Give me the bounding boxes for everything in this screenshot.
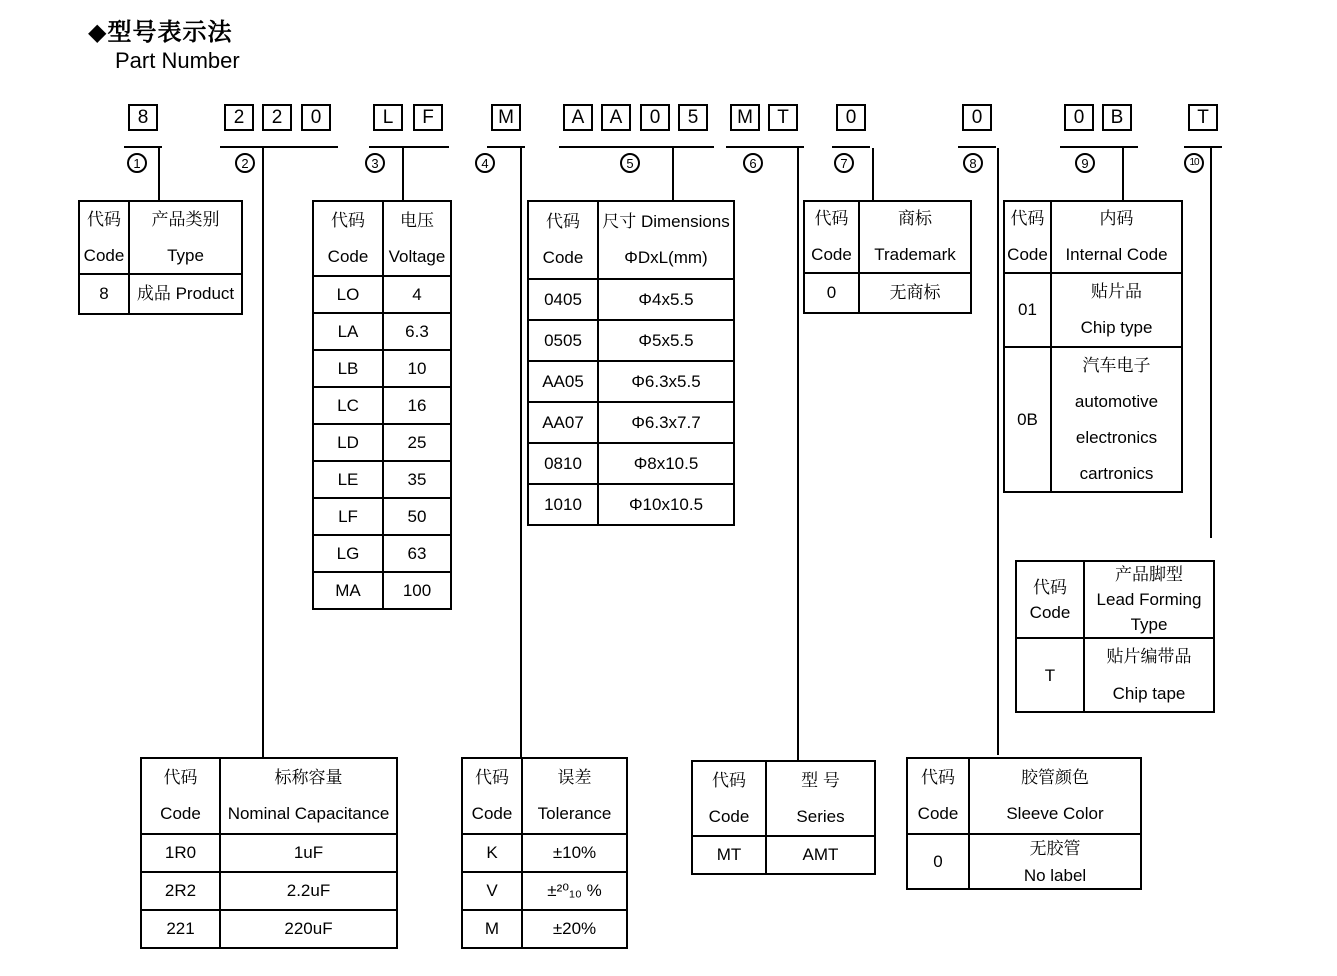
part-number-box: 8 xyxy=(128,104,158,131)
part-number-box: L xyxy=(373,104,403,131)
connector-line-6 xyxy=(797,148,799,760)
connector-line-2 xyxy=(262,148,264,757)
table-row xyxy=(314,497,450,534)
connector-line-8 xyxy=(997,148,999,755)
table-cell: 内码 Internal Code xyxy=(1050,202,1181,272)
table-cell: ±²⁰₁₀ % xyxy=(521,873,626,909)
table-cell: LB xyxy=(337,358,359,378)
part-number-box: T xyxy=(768,104,798,131)
table-cell: V xyxy=(486,881,498,900)
connector-line-4 xyxy=(520,148,522,757)
table-row xyxy=(693,835,874,873)
connector-line-7 xyxy=(872,148,874,200)
group-marker-7: 7 xyxy=(834,153,854,173)
table-cell: LA xyxy=(337,321,359,341)
table-row xyxy=(908,759,1140,833)
table-cell: AMT xyxy=(765,837,874,873)
group-marker-9: 9 xyxy=(1075,153,1095,173)
table-tolerance xyxy=(461,757,628,949)
part-number-box: M xyxy=(491,104,521,131)
group-underline xyxy=(559,146,714,148)
table-row xyxy=(314,571,450,608)
table-sleeve-color xyxy=(906,757,1142,890)
table-row xyxy=(463,759,626,833)
part-number-box: F xyxy=(413,104,443,131)
table-cell: 221 xyxy=(166,919,195,938)
table-row xyxy=(142,871,396,909)
table-cell: 代码 Code xyxy=(917,768,959,823)
table-capacitance xyxy=(140,757,398,949)
group-marker-1: 1 xyxy=(127,153,147,173)
group-underline xyxy=(832,146,870,148)
table-cell: 标称容量 Nominal Capacitance xyxy=(219,759,396,833)
table-cell: 01 xyxy=(1018,300,1037,319)
part-number-box: M xyxy=(730,104,760,131)
page-title: ◆型号表示法 xyxy=(88,19,233,46)
part-number-box: T xyxy=(1188,104,1218,131)
table-row xyxy=(1005,346,1181,491)
table-cell: ±20% xyxy=(521,911,626,947)
connector-line-1 xyxy=(158,148,160,200)
table-row xyxy=(463,871,626,909)
table-cell: 尺寸 Dimensions ΦDxL(mm) xyxy=(597,202,733,278)
table-cell: 0 xyxy=(826,283,837,302)
table-cell: 商标 Trademark xyxy=(858,202,970,272)
table-cell: 代码 Code xyxy=(160,768,201,823)
table-cell: 16 xyxy=(382,388,450,423)
table-row xyxy=(529,442,733,483)
table-trademark xyxy=(803,200,972,314)
table-cell: LC xyxy=(337,395,359,415)
table-product-type xyxy=(78,200,243,315)
table-cell: 63 xyxy=(382,536,450,571)
table-cell: 代码 Code xyxy=(471,768,513,823)
table-cell: Φ6.3x5.5 xyxy=(597,362,733,401)
table-row xyxy=(529,278,733,319)
table-row xyxy=(314,460,450,497)
table-cell: 8 xyxy=(99,284,109,303)
group-marker-5: 5 xyxy=(620,153,640,173)
table-row xyxy=(529,319,733,360)
page-subtitle: Part Number xyxy=(115,48,240,73)
part-number-box: A xyxy=(601,104,631,131)
table-cell: 代码 Code xyxy=(327,210,369,266)
table-cell: AA05 xyxy=(542,371,584,391)
table-cell: 误差 Tolerance xyxy=(521,759,626,833)
table-row xyxy=(314,534,450,571)
table-cell: 产品脚型 Lead Forming Type xyxy=(1083,562,1213,637)
group-underline xyxy=(369,146,449,148)
part-number-box: 0 xyxy=(836,104,866,131)
table-cell: ±10% xyxy=(521,835,626,871)
table-cell: 0505 xyxy=(544,330,582,350)
table-cell: 6.3 xyxy=(382,314,450,349)
table-row xyxy=(314,275,450,312)
table-cell: 贴片品 Chip type xyxy=(1050,274,1181,346)
table-cell: LO xyxy=(336,284,360,304)
table-cell: MA xyxy=(335,580,361,600)
table-cell: 1R0 xyxy=(164,843,197,862)
table-cell: MT xyxy=(716,845,742,864)
table-lead-forming xyxy=(1015,560,1215,713)
table-cell: 0405 xyxy=(544,289,582,309)
table-row xyxy=(80,273,241,313)
table-row xyxy=(1017,637,1213,711)
connector-line-5 xyxy=(672,148,674,200)
part-number-box: 2 xyxy=(224,104,254,131)
part-number-box: 0 xyxy=(962,104,992,131)
table-row xyxy=(805,272,970,312)
table-row xyxy=(1017,562,1213,637)
table-cell: Φ5x5.5 xyxy=(597,321,733,360)
table-cell: 100 xyxy=(382,573,450,608)
connector-line-9 xyxy=(1122,148,1124,200)
table-cell: LE xyxy=(337,469,359,489)
table-row xyxy=(142,909,396,947)
table-cell: 代码 Code xyxy=(1007,209,1048,264)
table-cell: Φ4x5.5 xyxy=(597,280,733,319)
group-marker-10: 10 xyxy=(1184,153,1204,173)
table-cell: 代码 Code xyxy=(811,209,852,264)
table-row xyxy=(142,759,396,833)
table-row xyxy=(314,349,450,386)
table-cell: 0B xyxy=(1017,409,1038,429)
table-row xyxy=(142,833,396,871)
table-cell: 代码 Code xyxy=(542,212,584,267)
table-row xyxy=(529,202,733,278)
table-cell: LF xyxy=(338,506,358,526)
table-cell: 10 xyxy=(382,351,450,386)
table-cell: 1uF xyxy=(219,835,396,871)
table-row xyxy=(1005,202,1181,272)
table-row xyxy=(908,833,1140,888)
table-cell: M xyxy=(484,919,500,938)
table-row xyxy=(1005,272,1181,346)
table-cell: 50 xyxy=(382,499,450,534)
table-cell: Φ6.3x7.7 xyxy=(597,403,733,442)
table-row xyxy=(314,312,450,349)
table-cell: 代码 Code xyxy=(1029,577,1071,622)
table-cell: 220uF xyxy=(219,911,396,947)
group-marker-3: 3 xyxy=(365,153,385,173)
connector-line-3 xyxy=(402,148,404,200)
group-underline xyxy=(124,146,162,148)
table-row xyxy=(314,202,450,275)
part-number-box: 0 xyxy=(301,104,331,131)
table-cell: 电压 Voltage xyxy=(382,202,450,275)
table-row xyxy=(314,386,450,423)
table-cell: 成品 Product xyxy=(128,275,241,313)
table-cell: 产品类别 Type xyxy=(128,202,241,273)
part-number-box: 2 xyxy=(262,104,292,131)
table-row xyxy=(693,762,874,835)
table-cell: K xyxy=(486,843,498,862)
group-underline xyxy=(958,146,996,148)
group-marker-4: 4 xyxy=(475,153,495,173)
group-underline xyxy=(726,146,804,148)
part-number-box: B xyxy=(1102,104,1132,131)
group-underline xyxy=(220,146,338,148)
table-row xyxy=(463,833,626,871)
table-row xyxy=(529,401,733,442)
group-underline xyxy=(1060,146,1138,148)
table-cell: 代码 Code xyxy=(83,209,125,265)
table-row xyxy=(80,202,241,273)
table-row xyxy=(314,423,450,460)
table-cell: Φ10x10.5 xyxy=(597,485,733,524)
table-cell: 0810 xyxy=(544,453,582,473)
table-cell: Φ8x10.5 xyxy=(597,444,733,483)
table-row xyxy=(463,909,626,947)
group-underline xyxy=(1184,146,1222,148)
table-cell: 4 xyxy=(382,277,450,312)
table-dimensions xyxy=(527,200,735,526)
table-voltage xyxy=(312,200,452,610)
table-internal-code xyxy=(1003,200,1183,493)
group-marker-8: 8 xyxy=(963,153,983,173)
group-marker-2: 2 xyxy=(235,153,255,173)
table-cell: 型 号 Series xyxy=(765,762,874,835)
table-cell: LD xyxy=(337,432,359,452)
table-cell: 无胶管 No label xyxy=(968,835,1140,888)
table-cell: T xyxy=(1044,665,1056,685)
part-number-box: 5 xyxy=(678,104,708,131)
part-number-box: A xyxy=(563,104,593,131)
table-cell: 35 xyxy=(382,462,450,497)
table-row xyxy=(805,202,970,272)
table-cell: 代码 Code xyxy=(708,770,750,826)
part-number-box: 0 xyxy=(1064,104,1094,131)
table-series xyxy=(691,760,876,875)
table-cell: 0 xyxy=(933,852,943,871)
group-marker-6: 6 xyxy=(743,153,763,173)
table-cell: 2.2uF xyxy=(219,873,396,909)
table-cell: 1010 xyxy=(544,494,582,514)
table-cell: 2R2 xyxy=(164,881,197,900)
table-row xyxy=(529,360,733,401)
table-cell: LG xyxy=(336,543,360,563)
part-number-box: 0 xyxy=(640,104,670,131)
table-row xyxy=(529,483,733,524)
table-cell: 胶管颜色 Sleeve Color xyxy=(968,759,1140,833)
table-cell: 贴片编带品 Chip tape xyxy=(1083,639,1213,711)
table-cell: AA07 xyxy=(542,412,584,432)
table-cell: 无商标 xyxy=(858,274,970,312)
connector-line-10 xyxy=(1210,148,1212,538)
table-cell: 汽车电子 automotive electronics cartronics xyxy=(1050,348,1181,491)
table-cell: 25 xyxy=(382,425,450,460)
